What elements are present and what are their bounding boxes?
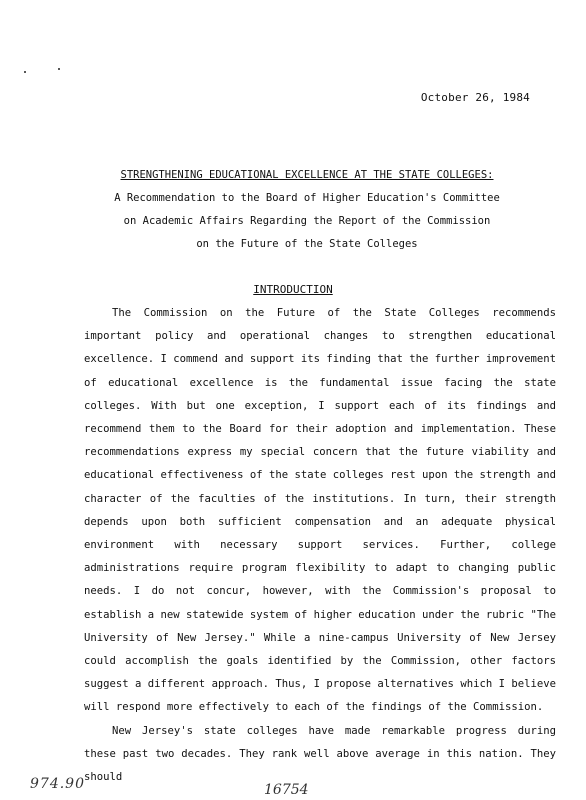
body-paragraph: The Commission on the Future of the State Colleges recommends important policy and operational changes to strengthen educational excellence. I commend and support its finding that the further improvement of educational excellence is the fundamental issue facing the state colleges. With but one exception, I support each of its findings and recommend them to the Board for their adoption and implementation. These recommendations express my special concern that the future viability and educational effectiveness of the state colleges rest upon the strength and character of the faculties of the institutions. In turn, their strength depends upon both sufficient compensation and an adequate physical environment with necessary support services. Further, college administrations require program flexibility to adapt to changing public needs. I do not concur, however, with the Commission's proposal to establish a new statewide system of higher education under the rubric "The University of New Jersey." While a nine-campus University of New Jersey could accomplish the goals identified by the Commission, other factors suggest a different approach. Thus, I propose alternatives which I believe will respond more effectively to each of the findings of the Commission. [84,307,556,714]
document-title-block [90,164,524,256]
handwritten-note: 974.90 [30,776,85,792]
document-body [84,302,556,789]
section-heading-introduction: INTRODUCTION [253,283,333,296]
document-title: STRENGTHENING EDUCATIONAL EXCELLENCE AT THE STATE COLLEGES: [120,169,494,181]
document-subtitle-line: on Academic Affairs Regarding the Report of the Commission [123,215,491,227]
scan-speck [58,68,60,70]
document-date: October 26, 1984 [420,91,530,104]
scan-speck [24,71,26,73]
document-subtitle-line: on the Future of the State Colleges [196,238,418,250]
body-paragraph: New Jersey's state colleges have made remarkable progress during these past two decades. They rank well above average in this nation. They should [84,724,556,784]
handwritten-note: 16754 [264,782,309,798]
document-subtitle-line: A Recommendation to the Board of Higher Education's Committee [114,192,500,204]
